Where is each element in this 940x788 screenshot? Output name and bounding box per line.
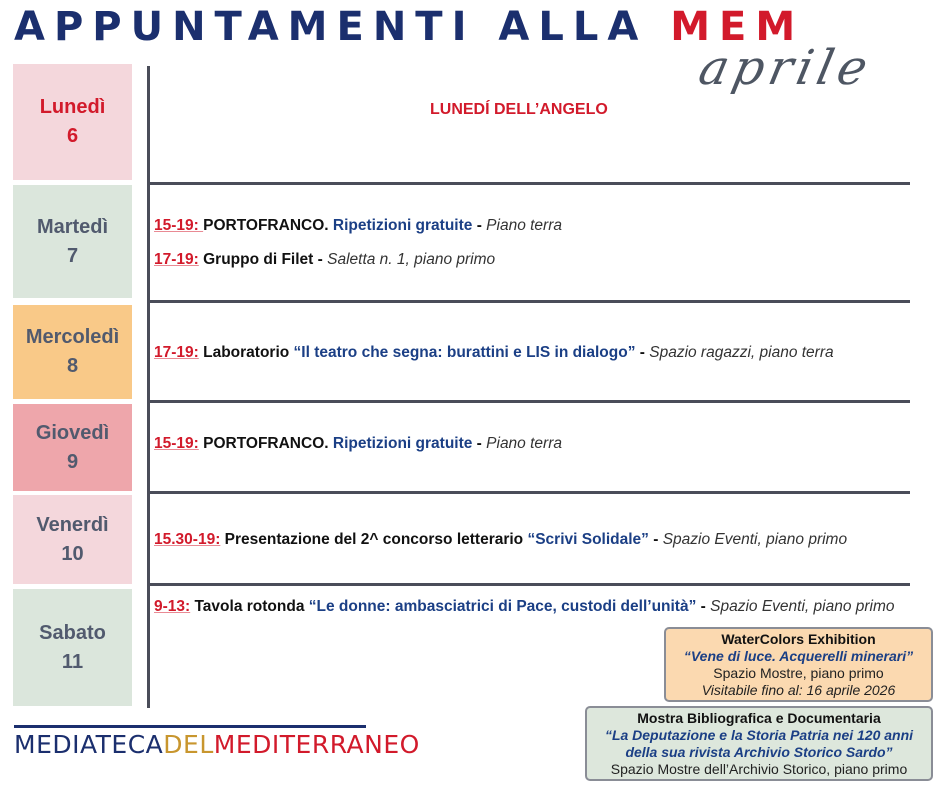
event-separator: - bbox=[635, 344, 650, 361]
row-divider bbox=[150, 300, 910, 303]
event-organizer: Gruppo di Filet bbox=[198, 251, 314, 268]
exhibition-header: WaterColors Exhibition bbox=[721, 631, 876, 647]
day-monday bbox=[13, 64, 132, 180]
event-place: Spazio ragazzi, piano terra bbox=[649, 344, 834, 361]
row-divider bbox=[150, 491, 910, 494]
event-separator: - bbox=[313, 251, 328, 268]
event-separator: - bbox=[472, 217, 487, 234]
event-time: 15-19: bbox=[154, 435, 199, 452]
day-friday bbox=[13, 495, 132, 584]
exhibition-note: Visitabile fino al: 16 aprile 2026 bbox=[701, 682, 896, 698]
event-organizer: Presentazione del 2^ concorso letterario bbox=[220, 531, 528, 548]
footer-rule bbox=[14, 725, 366, 728]
exhibition-title-line1: “La Deputazione e la Storia Patria nei 120 anni bbox=[604, 727, 914, 743]
day-name: Lunedì bbox=[39, 96, 106, 118]
logo-part-mediateca: MEDIATECA bbox=[14, 730, 164, 759]
event-title: “Scrivi Solidale” bbox=[527, 531, 649, 548]
event-organizer: PORTOFRANCO. bbox=[198, 435, 329, 452]
day-name: Sabato bbox=[39, 621, 106, 644]
event-separator: - bbox=[696, 598, 711, 615]
event-place: Spazio Eventi, piano primo bbox=[710, 598, 895, 615]
event-tuesday-1 bbox=[154, 215, 904, 236]
exhibition-box-deputazione bbox=[585, 706, 933, 781]
event-saturday-1 bbox=[154, 596, 899, 617]
holiday-label: LUNEDÍ DELL’ANGELO bbox=[430, 101, 608, 118]
event-place: Spazio Eventi, piano primo bbox=[662, 531, 848, 548]
logo-part-mediterraneo: MEDITERRANEO bbox=[213, 730, 420, 759]
day-wednesday bbox=[13, 305, 132, 399]
day-name: Venerdì bbox=[36, 513, 109, 536]
exhibition-box-watercolors bbox=[664, 627, 933, 702]
row-divider bbox=[150, 400, 910, 403]
day-number: 7 bbox=[66, 244, 79, 267]
month-label: aprile bbox=[694, 40, 878, 96]
event-organizer: Laboratorio bbox=[198, 344, 294, 361]
timeline-divider bbox=[147, 66, 150, 708]
day-saturday bbox=[13, 589, 132, 706]
day-number: 8 bbox=[66, 355, 79, 377]
event-title: “Il teatro che segna: burattini e LIS in dialogo” bbox=[293, 344, 636, 361]
event-tuesday-2 bbox=[154, 249, 904, 270]
day-name: Martedì bbox=[36, 215, 109, 238]
day-name: Mercoledì bbox=[25, 326, 120, 348]
event-place: Piano terra bbox=[486, 435, 562, 452]
row-divider bbox=[150, 583, 910, 586]
event-separator: - bbox=[648, 531, 663, 548]
day-thursday bbox=[13, 404, 132, 491]
event-organizer: PORTOFRANCO. bbox=[203, 217, 329, 234]
event-place: Piano terra bbox=[486, 217, 562, 234]
event-title: Ripetizioni gratuite bbox=[332, 435, 473, 452]
event-time: 9-13: bbox=[154, 598, 191, 615]
day-tuesday bbox=[13, 185, 132, 298]
day-number: 9 bbox=[66, 450, 79, 473]
day-name: Giovedì bbox=[35, 421, 110, 444]
event-title: Ripetizioni gratuite bbox=[332, 217, 473, 234]
event-time: 15.30-19: bbox=[154, 531, 221, 548]
event-thursday-1 bbox=[154, 433, 904, 454]
day-number: 10 bbox=[61, 542, 84, 565]
exhibition-header: Mostra Bibliografica e Documentaria bbox=[637, 710, 881, 726]
event-time: 15-19: bbox=[154, 217, 204, 234]
title-main: APPUNTAMENTI ALLA bbox=[14, 4, 671, 50]
day-number: 6 bbox=[66, 125, 79, 147]
footer-logo bbox=[14, 730, 420, 759]
event-friday-1 bbox=[154, 529, 904, 550]
exhibition-title: “Vene di luce. Acquerelli minerari” bbox=[683, 648, 914, 664]
row-divider bbox=[150, 182, 910, 185]
event-place: Saletta n. 1, piano primo bbox=[327, 251, 496, 268]
event-wednesday-1 bbox=[154, 342, 904, 363]
event-time: 17-19: bbox=[154, 251, 199, 268]
logo-part-del: DEL bbox=[163, 730, 214, 759]
exhibition-title-line2: della sua rivista Archivio Storico Sardo” bbox=[625, 744, 893, 760]
exhibition-place: Spazio Mostre, piano primo bbox=[713, 665, 884, 681]
event-time: 17-19: bbox=[154, 344, 199, 361]
day-number: 11 bbox=[61, 650, 84, 673]
event-organizer: Tavola rotonda bbox=[190, 598, 309, 615]
event-title: “Le donne: ambasciatrici di Pace, custodi dell’unità” bbox=[308, 598, 697, 615]
exhibition-place: Spazio Mostre dell’Archivio Storico, piano primo bbox=[610, 761, 908, 777]
event-separator: - bbox=[472, 435, 487, 452]
title-accent: MEM bbox=[670, 4, 805, 50]
